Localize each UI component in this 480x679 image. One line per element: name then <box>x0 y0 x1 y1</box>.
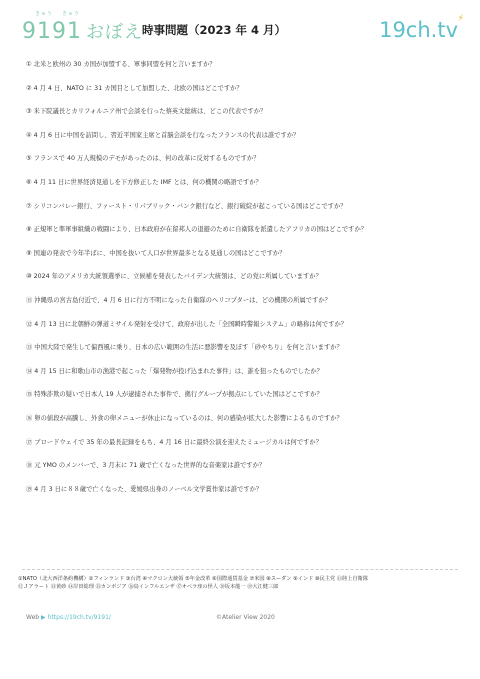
logo-digits: 9191 <box>22 19 82 44</box>
brand-logo[interactable] <box>379 14 464 42</box>
answer-key <box>18 575 466 591</box>
logo-ruby-2: きゅう <box>62 11 81 17</box>
question-item: ⑪ 沖縄県の宮古島付近で、4 月 6 日に行方不明になった自衛隊のヘリコプターは、どの機関の所属ですか？ <box>26 296 331 304</box>
spark-icon: ⚡ <box>457 14 464 24</box>
question-item: ⑰ ブロードウェイで 35 年の最長記録をもち、4 月 16 日に最終公演を迎えたミュージカルは何ですか？ <box>26 438 323 446</box>
question-item: ⑤ フランスで 40 万人規模のデモがあったのは、何の改革に反対するものですか？ <box>26 155 260 163</box>
question-item: ⑯ 卵の値段が高騰し、外食の卵メニューが休止になっているのは、何の感染が拡大した影響によるものですか？ <box>26 414 343 422</box>
question-item: ⑬ 中国大陸で発生して偏西風に乗り、日本の広い範囲の生活に悪影響を及ぼす「砂やちり」を何と言いますか？ <box>26 344 343 352</box>
question-item: ⑨ 国連の発表で今年半ばに、中国を抜いて人口が世界最多となる見通しの国はどこですか？ <box>26 249 286 257</box>
copyright: ©Atelier View 2020 <box>216 614 275 621</box>
question-item: ⑧ 正規軍と準軍事組織の戦闘により、日本政府が在留邦人の退避のために自衛隊を派遣したアフリカの国はどこですか？ <box>26 226 368 234</box>
header <box>0 0 480 54</box>
question-item: ① 北米と欧州の 30 カ国が加盟する、軍事同盟を何と言いますか？ <box>26 61 216 68</box>
question-item: ⑭ 4 月 15 日に和歌山市の漁港で起こった「爆発物が投げ込まれた事件」は、誰を狙ったものでしたか？ <box>26 367 323 375</box>
question-item: ⑲ 4 月 3 日に８８歳で亡くなった、愛媛県出身のノーベル文学賞作家は誰ですか？ <box>26 485 263 493</box>
question-item: ④ 4 月 6 日に中国を訪問し、習近平国家主席と首脳会談を行なったフランスの代表は誰ですか？ <box>26 131 300 139</box>
question-item: ⑱ 元 YMO のメンバーで、3 月末に 71 歳で亡くなった世界的な音楽家は誰ですか？ <box>26 462 266 470</box>
web-link[interactable] <box>26 614 111 621</box>
logo-kana: おぼえ <box>86 22 143 43</box>
question-item: ③ 米下院議長とカリフォルニア州で会談を行った蔡英文総統は、どこの代表ですか？ <box>26 108 267 116</box>
question-item: ⑫ 4 月 13 日に北朝鮮の弾道ミサイル発射を受けて、政府が出した「全国瞬時警報システム」の略称は何ですか？ <box>26 320 348 328</box>
site-logo[interactable] <box>22 11 143 44</box>
question-item: ② 4 月 4 日、NATO に 31 カ国目として加盟した、北欧の国はどこですか？ <box>26 84 243 92</box>
web-label: Web <box>26 614 40 621</box>
page-title: 時事問題（2023 年 4 月） <box>142 23 287 37</box>
question-item: ⑩ 2024 年のアメリカ大統領選挙に、立候補を発表したバイデン大統領は、どの党に所属していますか？ <box>26 273 322 281</box>
answer-line-1: ①NATO（北大西洋条約機構）②フィンランド ③台湾 ④マクロン大統領 ⑤年金改革 ⑥国際通貨基金 ⑦米国 ⑧スーダン ⑨インド ⑩民主党 ⑪陸上自衛隊 <box>18 576 368 582</box>
logo-ruby-1: きゅう <box>35 11 54 17</box>
web-url[interactable]: https://19ch.tv/9191/ <box>47 614 111 621</box>
question-item: ⑦ シリコンバレー銀行、ファースト・リパブリック・バンク銀行など、銀行破綻が起こっている国はどこですか？ <box>26 202 347 210</box>
answer-line-2: ⑫Ｊアラート ⑬黄砂 ⑭岸田総理 ⑮カンボジア ⑯鳥インフルエンザ ⑰オペラ座の怪人 ⑱坂本龍一 ⑲大江健三郎 <box>18 584 279 590</box>
question-item: ⑥ 4 月 11 日に世界経済見通しを下方修正した IMF とは、何の機関の略語ですか？ <box>26 178 262 186</box>
answer-divider <box>22 569 458 570</box>
play-arrow-icon: ▶ <box>41 614 46 621</box>
question-item: ⑮ 特殊詐欺の疑いで日本人 19 人が逮捕された事件で、拠行グループが拠点にしていた国はどこですか？ <box>26 391 323 399</box>
footer <box>0 614 480 626</box>
question-list <box>26 60 466 508</box>
brand-text: 19ch.tv <box>379 18 458 42</box>
